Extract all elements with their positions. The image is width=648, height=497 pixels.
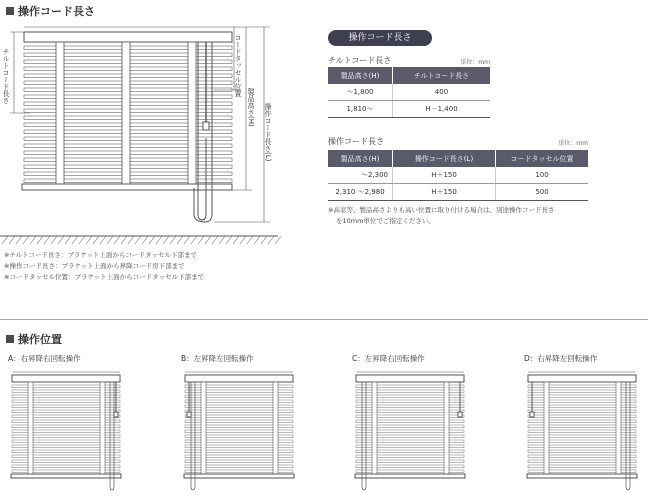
- ladder-tape: [372, 382, 377, 476]
- tilt-tassel: [187, 412, 191, 417]
- tilt-table-unit: 単位：mm: [460, 59, 490, 66]
- hatch-line: [44, 236, 50, 244]
- hatch-line: [93, 236, 99, 244]
- hatch-line: [247, 236, 253, 244]
- height-dim-label: 製品高さ(H): [247, 88, 255, 127]
- custom-length-remark: ※高窓等、製品高さよりも高い位置に取り付ける場合は、別途操作コード長さ を10mm単位でご指定ください。: [328, 206, 555, 225]
- hatch-line: [100, 236, 106, 244]
- tilt-tassel: [530, 412, 534, 417]
- square-bullet-icon: [6, 335, 14, 343]
- hatch-line: [254, 236, 260, 244]
- ladder-tape: [56, 42, 64, 188]
- hatch-line: [79, 236, 85, 244]
- bottom-rail: [22, 184, 232, 190]
- hatch-line: [219, 236, 225, 244]
- hatch-line: [37, 236, 43, 244]
- position-label-c: C：左昇降右回転操作: [352, 354, 425, 363]
- hatch-line: [177, 236, 183, 244]
- tilt-cord-table: [328, 67, 490, 118]
- hatch-line: [261, 236, 267, 244]
- hatch-line: [86, 236, 92, 244]
- tilt-cord-dim-label: チルトコード長さ: [2, 48, 10, 104]
- table-header: 操作コード長さ(L): [393, 150, 496, 167]
- ladder-tape: [273, 382, 278, 476]
- tilt-tassel: [458, 412, 462, 417]
- table-row: 〜1,800 400: [328, 84, 490, 101]
- hatch-line: [121, 236, 127, 244]
- position-label-d: D：右昇降左回転操作: [524, 354, 598, 363]
- table-header: 製品高さ(H): [328, 150, 393, 167]
- hatch-line: [107, 236, 113, 244]
- bottom-rail: [527, 474, 637, 478]
- tilt-tassel: [203, 122, 209, 130]
- ladder-tape: [188, 42, 196, 188]
- section-title-operation-position: 操作位置: [6, 331, 62, 347]
- hatch-line: [184, 236, 190, 244]
- hatch-line: [23, 236, 29, 244]
- bottom-rail: [11, 474, 121, 478]
- head-rail: [356, 375, 464, 382]
- ladder-tape: [100, 382, 105, 476]
- section-title-cord-length: 操作コード長さ: [6, 3, 95, 19]
- hatch-line: [275, 236, 281, 244]
- ladder-tape: [122, 42, 130, 188]
- tilt-table-caption: チルトコード長さ: [328, 56, 392, 65]
- bottom-rail: [355, 474, 465, 478]
- blind-position-d: [524, 368, 640, 494]
- hatch-line: [114, 236, 120, 244]
- ladder-tape: [616, 382, 621, 476]
- blind-position-a: [8, 368, 124, 494]
- hatch-line: [226, 236, 232, 244]
- bottom-rail: [184, 474, 294, 478]
- section-divider: [0, 319, 648, 320]
- hatch-line: [128, 236, 134, 244]
- cord-length-pill: 操作コード長さ: [328, 30, 432, 46]
- table-row: 2,310 〜2,980 H＋150 500: [328, 184, 588, 201]
- table-header: チルトコード長さ: [393, 67, 491, 84]
- hatch-line: [268, 236, 274, 244]
- tilt-tassel: [114, 412, 118, 417]
- op-table-caption: 操作コード長さ: [328, 137, 384, 146]
- hatch-line: [135, 236, 141, 244]
- blind-position-b: [181, 368, 297, 494]
- blind-cord-diagram: [0, 18, 300, 250]
- hatch-line: [30, 236, 36, 244]
- op-table-unit: 単位：mm: [558, 140, 588, 147]
- head-rail: [12, 375, 120, 382]
- hatch-line: [9, 236, 15, 244]
- hatch-line: [198, 236, 204, 244]
- hatch-line: [163, 236, 169, 244]
- ladder-tape: [444, 382, 449, 476]
- position-label-b: B：左昇降左回転操作: [181, 354, 254, 363]
- hatch-line: [72, 236, 78, 244]
- operation-cord-table: [328, 150, 588, 201]
- hatch-line: [16, 236, 22, 244]
- cord-dim-label: 操作コード長さ(L): [264, 103, 272, 162]
- hatch-line: [149, 236, 155, 244]
- hatch-line: [142, 236, 148, 244]
- blind-position-c: [352, 368, 468, 494]
- ladder-tape: [201, 382, 206, 476]
- hatch-line: [2, 236, 8, 244]
- hatch-line: [233, 236, 239, 244]
- hatch-line: [170, 236, 176, 244]
- ladder-tape: [28, 382, 33, 476]
- hatch-line: [65, 236, 71, 244]
- hatch-line: [51, 236, 57, 244]
- head-rail: [528, 375, 636, 382]
- table-header: 製品高さ(H): [328, 67, 393, 84]
- table-row: 1,810〜 H－1,400: [328, 101, 490, 118]
- table-row: 〜2,300 H＋150 100: [328, 167, 588, 184]
- position-label-a: A：右昇降右回転操作: [8, 354, 81, 363]
- definition-notes: ※チルトコード長さ：ブラケット上面からコードタッセル下部まで ※操作コード長さ：ブラケット上面から昇降コード房下部まで ※コードタッセル位置：ブラケット上面からコードタッセル下部まで: [4, 251, 205, 281]
- hatch-line: [58, 236, 64, 244]
- hatch-line: [212, 236, 218, 244]
- ladder-tape: [544, 382, 549, 476]
- square-bullet-icon: [6, 7, 14, 15]
- hatch-line: [191, 236, 197, 244]
- table-header: コードタッセル位置: [496, 150, 589, 167]
- floor-hatch: [2, 236, 281, 244]
- tassel-dim-label: コードタッセル位置: [234, 34, 242, 97]
- head-rail: [24, 32, 232, 42]
- hatch-line: [205, 236, 211, 244]
- hatch-line: [240, 236, 246, 244]
- hatch-line: [156, 236, 162, 244]
- head-rail: [185, 375, 293, 382]
